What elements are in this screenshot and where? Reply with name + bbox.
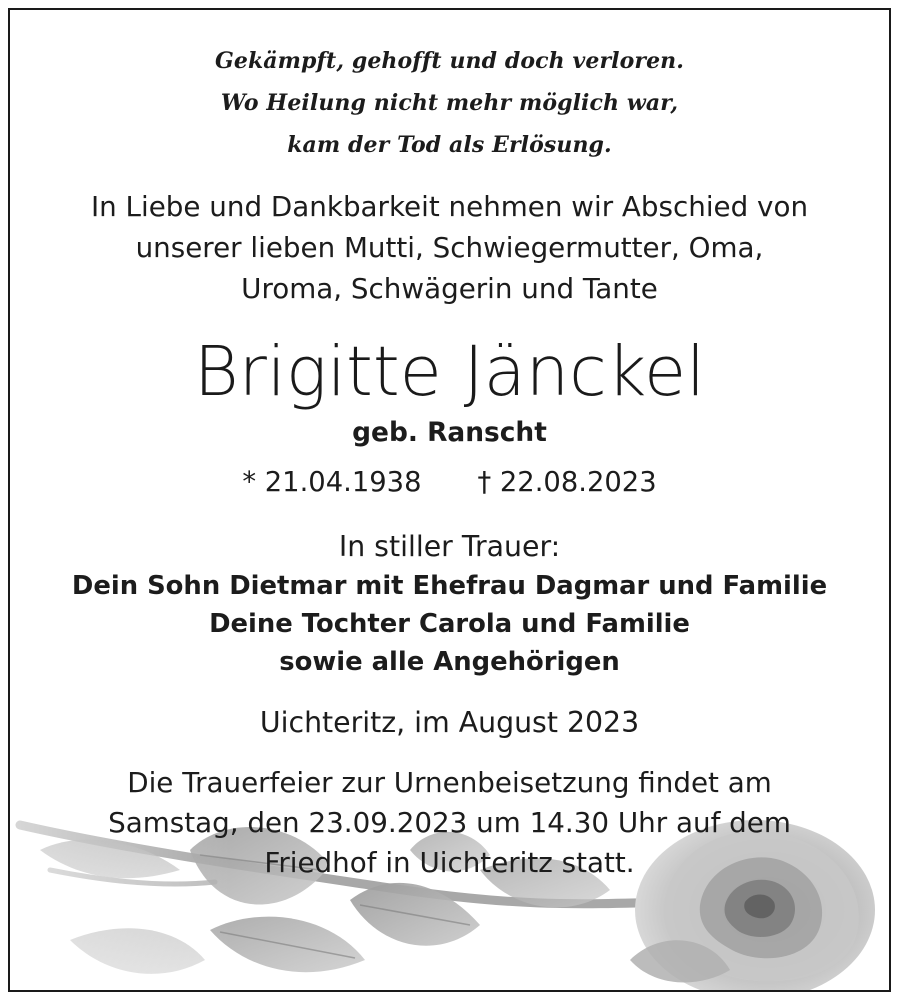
death-date: † 22.08.2023: [477, 467, 657, 498]
mourners-title: In stiller Trauer:: [338, 530, 561, 563]
mourners-list: [10, 567, 889, 681]
ceremony-line: Samstag, den 23.09.2023 um 14.30 Uhr auf dem: [108, 806, 791, 839]
intro-text: [10, 186, 889, 309]
ceremony-info: [10, 763, 889, 883]
mourner-line: Dein Sohn Dietmar mit Ehefrau Dagmar und Familie: [71, 571, 828, 601]
intro-line: In Liebe und Dankbarkeit nehmen wir Abschied von: [90, 190, 809, 223]
maiden-name: geb. Ranscht: [352, 417, 547, 448]
deceased-name: Brigitte Jänckel: [193, 332, 706, 412]
motto-line: kam der Tod als Erlösung.: [287, 132, 612, 158]
intro-line: unserer lieben Mutti, Schwiegermutter, Oma,: [135, 231, 764, 264]
obituary-notice: [8, 8, 891, 992]
intro-line: Uroma, Schwägerin und Tante: [241, 272, 658, 305]
notice-content: [10, 10, 889, 883]
motto-line: Wo Heilung nicht mehr möglich war,: [220, 90, 679, 116]
place-date: Uichteritz, im August 2023: [259, 706, 640, 739]
mourner-line: Deine Tochter Carola und Familie: [209, 609, 690, 639]
life-dates: [10, 463, 889, 503]
birth-date: * 21.04.1938: [242, 467, 422, 498]
ceremony-line: Friedhof in Uichteritz statt.: [264, 846, 635, 879]
motto-line: Gekämpft, gehofft und doch verloren.: [214, 48, 685, 74]
mourner-line: sowie alle Angehörigen: [279, 647, 620, 677]
ceremony-line: Die Trauerfeier zur Urnenbeisetzung findet am: [127, 766, 772, 799]
motto: [10, 40, 889, 166]
